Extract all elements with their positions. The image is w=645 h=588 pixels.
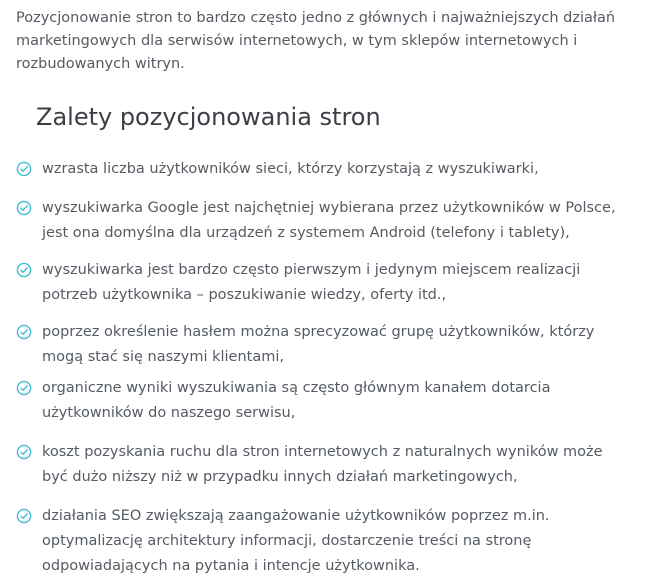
list-item [16,320,616,370]
check-circle-icon [16,161,32,177]
section-heading: Zalety pozycjonowania stron [36,103,381,131]
list-item-text: organiczne wyniki wyszukiwania są często głównym kanałem dotarcia użytkowników do naszego serwisu, [42,380,551,421]
list-item-text: wyszukiwarka Google jest najchętniej wybierana przez użytkowników w Polsce, jest ona domyślna dla urządzeń z systemem Android (telefony i tablety), [42,200,616,241]
list-item-text: wzrasta liczba użytkowników sieci, którzy korzystają z wyszukiwarki, [42,161,539,177]
list-item [16,376,616,426]
list-item [16,440,616,490]
list-item [16,157,616,182]
list-item-text: koszt pozyskania ruchu dla stron internetowych z naturalnych wyników może być dużo niższy niż w przypadku innych działań marketingowych, [42,444,603,485]
list-item [16,196,616,246]
check-circle-icon [16,508,32,524]
list-item-text: wyszukiwarka jest bardzo często pierwszym i jedynym miejscem realizacji potrzeb użytkownika – poszukiwanie wiedzy, oferty itd., [42,262,581,303]
check-circle-icon [16,200,32,216]
check-circle-icon [16,444,32,460]
list-item-text: działania SEO zwiększają zaangażowanie użytkowników poprzez m.in. optymalizację architektury informacji, dostarczenie treści na stronę odpowiadających na pytania i intencje użytkownika. [42,508,550,574]
check-circle-icon [16,324,32,340]
list-item [16,258,616,308]
list-item-text: poprzez określenie hasłem można sprecyzować grupę użytkowników, którzy mogą stać się naszymi klientami, [42,324,595,365]
check-circle-icon [16,262,32,278]
check-circle-icon [16,380,32,396]
list-item [16,504,616,579]
intro-paragraph: Pozycjonowanie stron to bardzo często jedno z głównych i najważniejszych działań marketingowych dla serwisów internetowych, w tym sklepów internetowych i rozbudowanych witryn. [16,10,616,72]
